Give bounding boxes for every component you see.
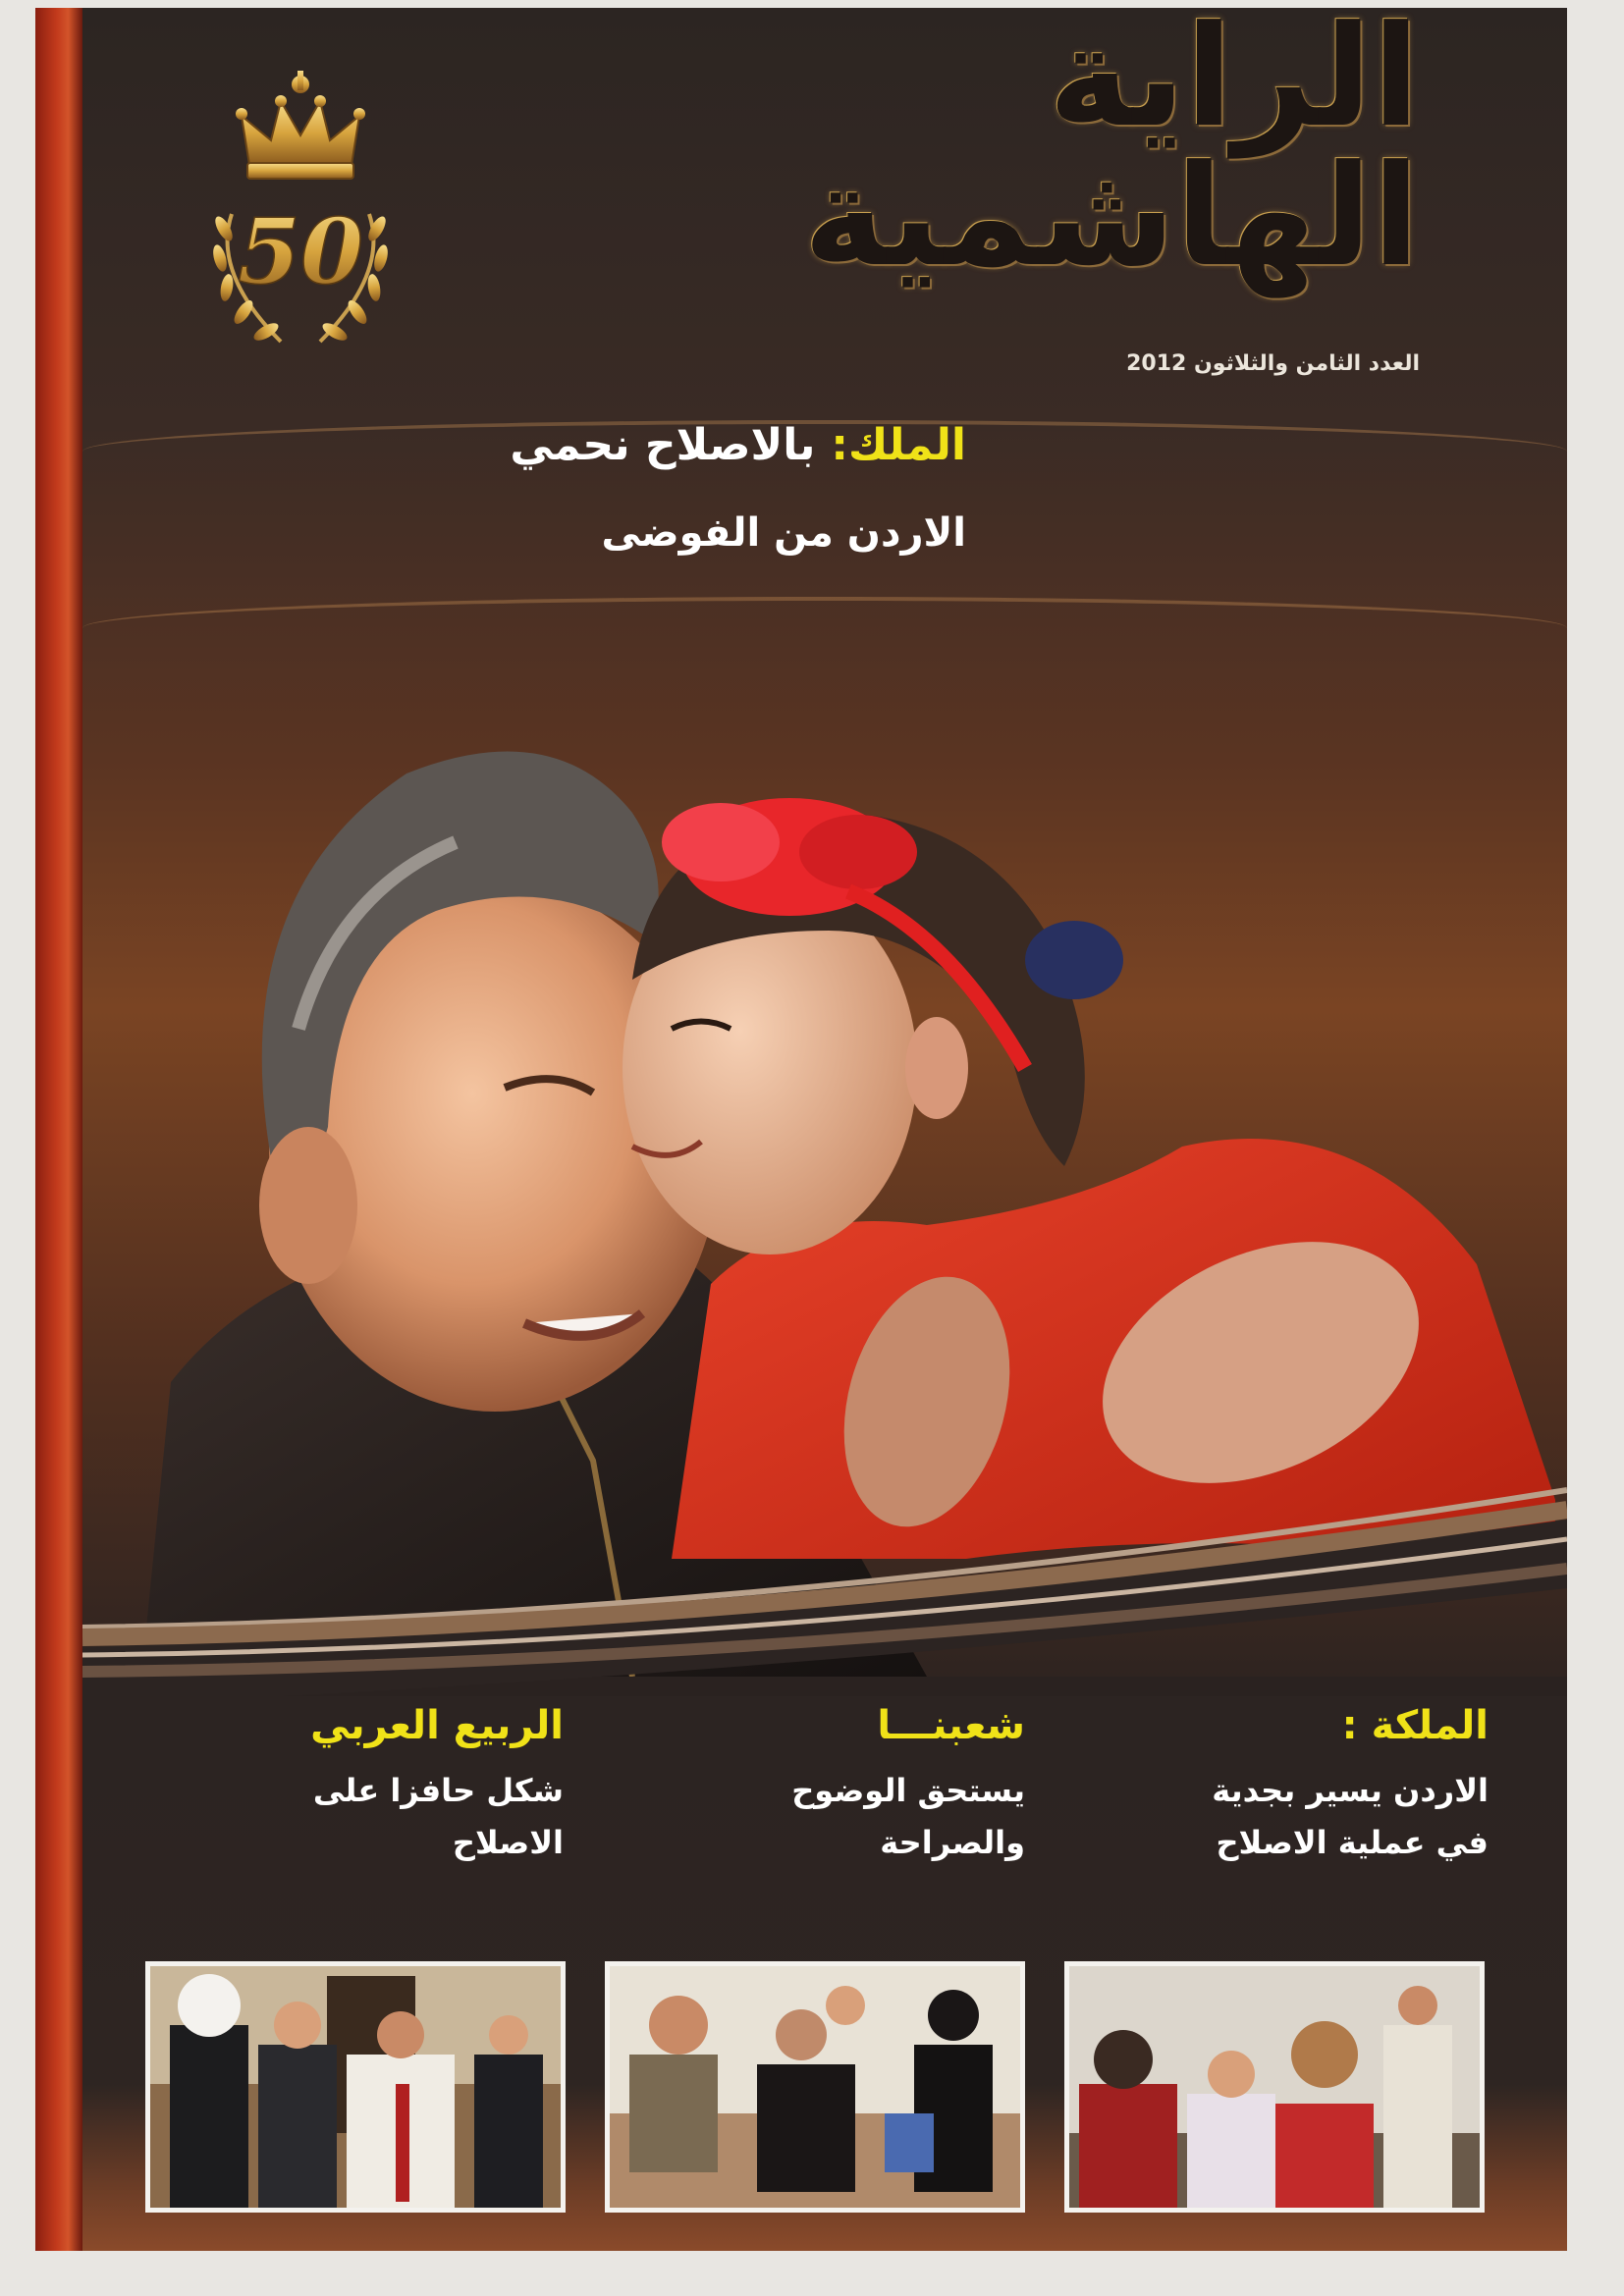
- magazine-title: [458, 8, 1420, 297]
- photo-thumbnail-icon: [150, 1966, 561, 2208]
- title-text: الراية الهاشمية: [803, 8, 1420, 297]
- story-arab-spring: [151, 1700, 564, 1869]
- story-queen: [1056, 1700, 1489, 1869]
- story-line: يستحق الوضوح: [791, 1772, 1025, 1809]
- story-kicker: الربيع العربي: [310, 1703, 564, 1748]
- thumbnail-visit: [605, 1961, 1025, 2213]
- story-line: الاردن يسير بجدية: [1212, 1772, 1489, 1809]
- story-line: شكل حافزا على: [312, 1772, 564, 1809]
- photo-thumbnail-icon: [1069, 1966, 1480, 2208]
- crown-icon: [236, 71, 365, 179]
- main-headline: [510, 420, 966, 470]
- emblem-number: 50: [237, 198, 364, 304]
- headline-line2: الاردن من الفوضى: [601, 510, 966, 556]
- anniversary-emblem-icon: [173, 47, 428, 361]
- story-kicker: شعبنـــا: [877, 1703, 1025, 1748]
- issue-number: العدد الثامن والثلاثون 2012: [1126, 351, 1420, 376]
- magazine-cover: [35, 8, 1567, 2251]
- story-line: الاصلاح: [452, 1823, 564, 1861]
- spine-stripe: [35, 8, 82, 2251]
- story-line: والصراحة: [880, 1823, 1025, 1861]
- thumbnail-ceremony: [145, 1961, 566, 2213]
- story-line: في عملية الاصلاح: [1216, 1823, 1489, 1861]
- headline-label: الملك:: [831, 420, 966, 470]
- headline-line1: بالاصلاح نحمي: [510, 420, 816, 470]
- decorative-ribbon: [82, 1480, 1567, 1706]
- story-our-people: [613, 1700, 1025, 1869]
- thumbnail-queen: [1064, 1961, 1485, 2213]
- photo-thumbnail-icon: [610, 1966, 1020, 2208]
- story-kicker: الملكة :: [1341, 1703, 1489, 1748]
